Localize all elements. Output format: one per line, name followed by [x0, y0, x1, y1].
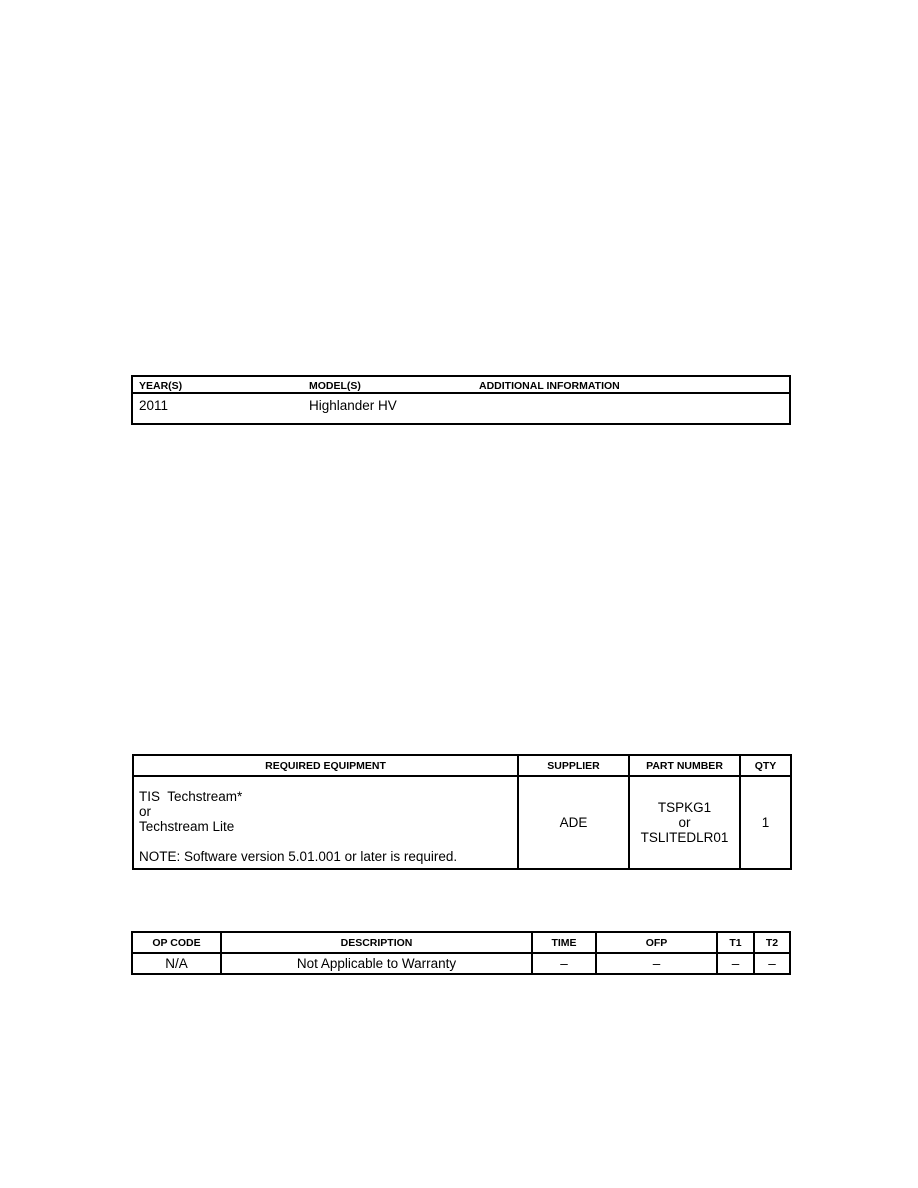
additional-info-cell	[473, 393, 790, 424]
equipment-header-row	[133, 755, 791, 776]
model-header: MODEL(S)	[303, 376, 473, 393]
required-equipment-header: REQUIRED EQUIPMENT	[133, 755, 518, 776]
op-code-header-row	[132, 932, 790, 953]
part-number-line-3: TSLITEDLR01	[640, 830, 729, 845]
ofp-header: OFP	[596, 932, 717, 953]
t1-header: T1	[717, 932, 754, 953]
equipment-line-3: Techstream Lite	[139, 819, 235, 834]
equipment-line-1: TIS Techstream*	[139, 789, 243, 804]
time-header: TIME	[532, 932, 596, 953]
description-cell: Not Applicable to Warranty	[221, 953, 532, 974]
time-cell: –	[532, 953, 596, 974]
t2-header: T2	[754, 932, 790, 953]
op-code-header: OP CODE	[132, 932, 221, 953]
model-cell: Highlander HV	[309, 398, 397, 413]
applicability-header-row	[132, 376, 790, 393]
ofp-cell: –	[596, 953, 717, 974]
description-header: DESCRIPTION	[221, 932, 532, 953]
t1-cell: –	[717, 953, 754, 974]
supplier-cell: ADE	[518, 776, 629, 869]
op-code-cell: N/A	[132, 953, 221, 974]
applicability-table	[131, 375, 791, 425]
part-number-header: PART NUMBER	[629, 755, 740, 776]
additional-info-header: ADDITIONAL INFORMATION	[473, 376, 790, 393]
software-version-note: NOTE: Software version 5.01.001 or later is required.	[139, 849, 458, 864]
required-equipment-table	[132, 754, 792, 870]
part-number-cell	[629, 776, 740, 869]
equipment-description-cell	[133, 776, 518, 869]
part-number-line-2: or	[678, 815, 691, 830]
year-cell: 2011	[139, 398, 169, 413]
supplier-header: SUPPLIER	[518, 755, 629, 776]
year-header: YEAR(S)	[132, 376, 303, 393]
part-number-line-1: TSPKG1	[657, 800, 712, 815]
t2-cell: –	[754, 953, 790, 974]
op-code-table	[131, 931, 791, 975]
qty-cell: 1	[740, 776, 791, 869]
equipment-line-2: or	[139, 804, 152, 819]
table-row	[133, 776, 791, 869]
qty-header: QTY	[740, 755, 791, 776]
table-row	[132, 953, 790, 974]
table-row	[132, 393, 790, 424]
